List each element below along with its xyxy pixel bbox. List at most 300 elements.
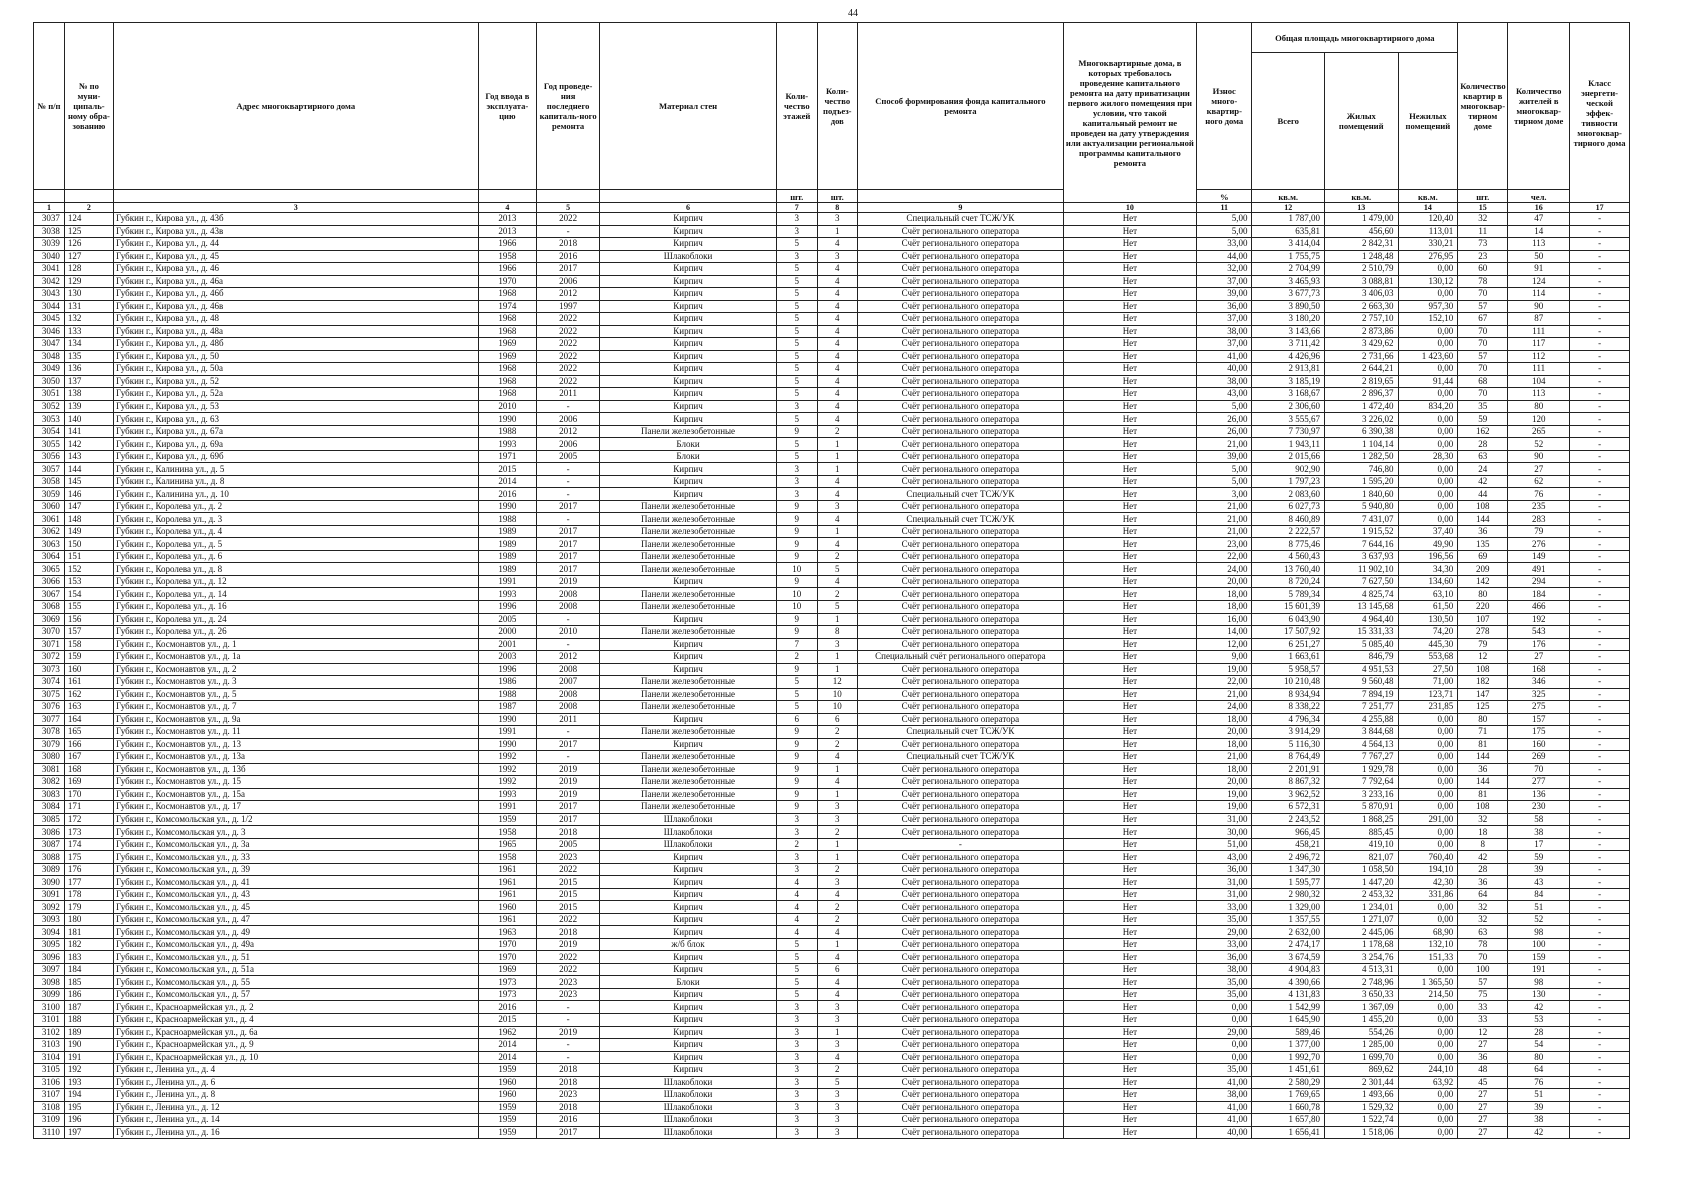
cell-wear: 5,00 <box>1197 400 1252 413</box>
cell-wear: 23,00 <box>1197 538 1252 551</box>
cell-floors: 3 <box>777 225 818 238</box>
cell-address: Губкин г., Королева ул., д. 8 <box>113 563 478 576</box>
cell-area-total: 4 390,66 <box>1252 976 1324 989</box>
cell-area-residential: 7 627,50 <box>1324 575 1398 588</box>
cell-year-built: 1966 <box>478 238 537 251</box>
cell-apartments: 45 <box>1458 1076 1508 1089</box>
cell-wear: 36,00 <box>1197 951 1252 964</box>
cell-year-built: 1968 <box>478 313 537 326</box>
column-number: 13 <box>1324 203 1398 213</box>
cell-last-repair-year: 2017 <box>537 538 600 551</box>
cell-area-total: 2 704,99 <box>1252 263 1324 276</box>
cell-wall-material: Кирпич <box>600 213 777 226</box>
cell-row-index: 3103 <box>34 1039 65 1052</box>
cell-fund-method: Счёт регионального оператора <box>858 688 1064 701</box>
cell-wear: 0,00 <box>1197 1039 1252 1052</box>
cell-residents: 80 <box>1508 1051 1570 1064</box>
cell-wear: 38,00 <box>1197 963 1252 976</box>
cell-wall-material: Блоки <box>600 438 777 451</box>
cell-area-residential: 5 085,40 <box>1324 638 1398 651</box>
cell-area-nonresidential: 37,40 <box>1398 525 1458 538</box>
cell-year-built: 1992 <box>478 776 537 789</box>
cell-row-index: 3048 <box>34 350 65 363</box>
cell-address: Губкин г., Комсомольская ул., д. 47 <box>113 913 478 926</box>
cell-wall-material: Кирпич <box>600 488 777 501</box>
cell-area-residential: 4 564,13 <box>1324 738 1398 751</box>
cell-entrances: 1 <box>817 651 858 664</box>
cell-municipal-index: 194 <box>64 1089 113 1102</box>
cell-last-repair-year: 2018 <box>537 926 600 939</box>
cell-area-residential: 821,07 <box>1324 851 1398 864</box>
cell-entrances: 2 <box>817 550 858 563</box>
cell-municipal-index: 175 <box>64 851 113 864</box>
cell-entrances: 1 <box>817 225 858 238</box>
cell-wall-material: Шлакоблоки <box>600 813 777 826</box>
cell-energy-class: - <box>1570 938 1630 951</box>
cell-apartments: 64 <box>1458 888 1508 901</box>
header-municipal-index: № по муни-ципаль-ному обра-зованию <box>64 23 113 190</box>
cell-area-residential: 7 431,07 <box>1324 513 1398 526</box>
cell-row-index: 3092 <box>34 901 65 914</box>
cell-apartments: 57 <box>1458 976 1508 989</box>
cell-row-index: 3094 <box>34 926 65 939</box>
cell-area-residential: 6 390,38 <box>1324 425 1398 438</box>
cell-apartments: 70 <box>1458 388 1508 401</box>
cell-floors: 9 <box>777 751 818 764</box>
cell-area-total: 5 789,34 <box>1252 588 1324 601</box>
cell-repair-required: Нет <box>1063 988 1196 1001</box>
cell-row-index: 3086 <box>34 826 65 839</box>
cell-energy-class: - <box>1570 438 1630 451</box>
cell-apartments: 78 <box>1458 275 1508 288</box>
cell-floors: 5 <box>777 238 818 251</box>
cell-apartments: 57 <box>1458 350 1508 363</box>
column-number: 16 <box>1508 203 1570 213</box>
cell-entrances: 4 <box>817 388 858 401</box>
cell-address: Губкин г., Кирова ул., д. 50а <box>113 363 478 376</box>
cell-wall-material: Кирпич <box>600 300 777 313</box>
cell-year-built: 1990 <box>478 413 537 426</box>
cell-area-residential: 2 445,06 <box>1324 926 1398 939</box>
column-number: 12 <box>1252 203 1324 213</box>
cell-entrances: 1 <box>817 525 858 538</box>
cell-area-nonresidential: 34,30 <box>1398 563 1458 576</box>
cell-apartments: 70 <box>1458 338 1508 351</box>
cell-entrances: 4 <box>817 400 858 413</box>
cell-wear: 29,00 <box>1197 1026 1252 1039</box>
cell-area-nonresidential: 331,86 <box>1398 888 1458 901</box>
table-row <box>34 688 1630 701</box>
cell-area-nonresidential: 132,10 <box>1398 938 1458 951</box>
cell-municipal-index: 124 <box>64 213 113 226</box>
table-row <box>34 388 1630 401</box>
cell-wall-material: Кирпич <box>600 863 777 876</box>
cell-area-residential: 1 058,50 <box>1324 863 1398 876</box>
cell-apartments: 108 <box>1458 500 1508 513</box>
cell-apartments: 12 <box>1458 1026 1508 1039</box>
cell-entrances: 4 <box>817 263 858 276</box>
cell-area-total: 902,90 <box>1252 463 1324 476</box>
cell-wall-material: Кирпич <box>600 988 777 1001</box>
cell-entrances: 4 <box>817 350 858 363</box>
cell-area-residential: 4 513,31 <box>1324 963 1398 976</box>
cell-wear: 38,00 <box>1197 375 1252 388</box>
cell-fund-method: Счёт регионального оператора <box>858 863 1064 876</box>
cell-energy-class: - <box>1570 300 1630 313</box>
cell-entrances: 6 <box>817 963 858 976</box>
cell-wall-material: Кирпич <box>600 400 777 413</box>
cell-area-total: 8 338,22 <box>1252 701 1324 714</box>
cell-year-built: 1959 <box>478 1114 537 1127</box>
cell-area-nonresidential: 0,00 <box>1398 500 1458 513</box>
cell-last-repair-year: 2006 <box>537 438 600 451</box>
cell-repair-required: Нет <box>1063 475 1196 488</box>
cell-municipal-index: 172 <box>64 813 113 826</box>
cell-year-built: 1989 <box>478 563 537 576</box>
cell-area-total: 1 660,78 <box>1252 1101 1324 1114</box>
cell-repair-required: Нет <box>1063 913 1196 926</box>
cell-year-built: 1959 <box>478 1064 537 1077</box>
table-row <box>34 550 1630 563</box>
cell-year-built: 1987 <box>478 701 537 714</box>
cell-area-nonresidential: 120,40 <box>1398 213 1458 226</box>
cell-area-nonresidential: 0,00 <box>1398 751 1458 764</box>
cell-floors: 9 <box>777 801 818 814</box>
cell-fund-method: Счёт регионального оператора <box>858 325 1064 338</box>
cell-municipal-index: 125 <box>64 225 113 238</box>
cell-floors: 3 <box>777 1126 818 1139</box>
cell-area-total: 3 143,66 <box>1252 325 1324 338</box>
cell-apartments: 59 <box>1458 413 1508 426</box>
cell-municipal-index: 159 <box>64 651 113 664</box>
cell-area-nonresidential: 74,20 <box>1398 626 1458 639</box>
cell-repair-required: Нет <box>1063 338 1196 351</box>
cell-row-index: 3064 <box>34 550 65 563</box>
cell-floors: 9 <box>777 500 818 513</box>
cell-wall-material: Кирпич <box>600 413 777 426</box>
cell-fund-method: Счёт регионального оператора <box>858 363 1064 376</box>
cell-apartments: 68 <box>1458 375 1508 388</box>
table-row <box>34 225 1630 238</box>
cell-address: Губкин г., Комсомольская ул., д. 1/2 <box>113 813 478 826</box>
cell-row-index: 3093 <box>34 913 65 926</box>
cell-fund-method: Счёт регионального оператора <box>858 600 1064 613</box>
cell-last-repair-year: 2019 <box>537 575 600 588</box>
cell-entrances: 1 <box>817 851 858 864</box>
cell-residents: 160 <box>1508 738 1570 751</box>
cell-wear: 5,00 <box>1197 475 1252 488</box>
cell-area-nonresidential: 1 365,50 <box>1398 976 1458 989</box>
cell-residents: 42 <box>1508 1001 1570 1014</box>
column-number: 2 <box>64 203 113 213</box>
cell-address: Губкин г., Кирова ул., д. 44 <box>113 238 478 251</box>
cell-area-residential: 885,45 <box>1324 826 1398 839</box>
cell-residents: 159 <box>1508 951 1570 964</box>
unit-area-residential: кв.м. <box>1324 190 1398 203</box>
cell-last-repair-year: - <box>537 638 600 651</box>
cell-floors: 2 <box>777 651 818 664</box>
cell-wear: 38,00 <box>1197 1089 1252 1102</box>
cell-energy-class: - <box>1570 225 1630 238</box>
cell-last-repair-year: 2019 <box>537 788 600 801</box>
cell-year-built: 1961 <box>478 863 537 876</box>
cell-address: Губкин г., Комсомольская ул., д. 43 <box>113 888 478 901</box>
cell-row-index: 3089 <box>34 863 65 876</box>
cell-address: Губкин г., Комсомольская ул., д. 45 <box>113 901 478 914</box>
cell-apartments: 42 <box>1458 475 1508 488</box>
cell-year-built: 1960 <box>478 1076 537 1089</box>
table-row <box>34 425 1630 438</box>
cell-area-nonresidential: 123,71 <box>1398 688 1458 701</box>
cell-area-total: 2 201,91 <box>1252 763 1324 776</box>
cell-last-repair-year: 2017 <box>537 801 600 814</box>
table-row <box>34 951 1630 964</box>
cell-area-nonresidential: 957,30 <box>1398 300 1458 313</box>
cell-energy-class: - <box>1570 626 1630 639</box>
table-row <box>34 613 1630 626</box>
cell-repair-required: Нет <box>1063 863 1196 876</box>
cell-address: Губкин г., Космонавтов ул., д. 5 <box>113 688 478 701</box>
cell-wall-material: Кирпич <box>600 738 777 751</box>
cell-fund-method: Счёт регионального оператора <box>858 450 1064 463</box>
cell-year-built: 1993 <box>478 438 537 451</box>
cell-address: Губкин г., Королева ул., д. 16 <box>113 600 478 613</box>
table-row <box>34 1076 1630 1089</box>
cell-last-repair-year: - <box>537 726 600 739</box>
cell-floors: 5 <box>777 450 818 463</box>
cell-energy-class: - <box>1570 988 1630 1001</box>
cell-residents: 175 <box>1508 726 1570 739</box>
table-row <box>34 988 1630 1001</box>
cell-repair-required: Нет <box>1063 938 1196 951</box>
cell-row-index: 3079 <box>34 738 65 751</box>
table-row <box>34 738 1630 751</box>
cell-residents: 192 <box>1508 613 1570 626</box>
cell-energy-class: - <box>1570 413 1630 426</box>
table-row <box>34 513 1630 526</box>
cell-area-total: 589,46 <box>1252 1026 1324 1039</box>
cell-apartments: 36 <box>1458 876 1508 889</box>
cell-wear: 29,00 <box>1197 926 1252 939</box>
cell-residents: 184 <box>1508 588 1570 601</box>
cell-row-index: 3084 <box>34 801 65 814</box>
cell-year-built: 2016 <box>478 488 537 501</box>
cell-area-nonresidential: 0,00 <box>1398 826 1458 839</box>
cell-wear: 20,00 <box>1197 776 1252 789</box>
cell-address: Губкин г., Красноармейская ул., д. 10 <box>113 1051 478 1064</box>
cell-last-repair-year: 2008 <box>537 663 600 676</box>
cell-entrances: 2 <box>817 863 858 876</box>
cell-entrances: 2 <box>817 913 858 926</box>
cell-floors: 9 <box>777 575 818 588</box>
cell-year-built: 2015 <box>478 1014 537 1027</box>
cell-wear: 43,00 <box>1197 851 1252 864</box>
cell-energy-class: - <box>1570 701 1630 714</box>
cell-fund-method: Счёт регионального оператора <box>858 801 1064 814</box>
cell-repair-required: Нет <box>1063 400 1196 413</box>
cell-wall-material: Блоки <box>600 976 777 989</box>
cell-year-built: 1974 <box>478 300 537 313</box>
housing-table <box>33 22 1630 1139</box>
cell-entrances: 2 <box>817 425 858 438</box>
cell-area-nonresidential: 231,85 <box>1398 701 1458 714</box>
cell-area-nonresidential: 0,00 <box>1398 1101 1458 1114</box>
cell-floors: 4 <box>777 876 818 889</box>
cell-wear: 9,00 <box>1197 651 1252 664</box>
header-energy-class: Класс энергети-ческой эффек-тивности многоквар-тирного дома <box>1570 23 1630 203</box>
cell-repair-required: Нет <box>1063 626 1196 639</box>
cell-residents: 325 <box>1508 688 1570 701</box>
cell-area-total: 1 787,00 <box>1252 213 1324 226</box>
cell-area-total: 1 663,61 <box>1252 651 1324 664</box>
column-number: 8 <box>817 203 858 213</box>
cell-year-built: 1988 <box>478 425 537 438</box>
cell-address: Губкин г., Кирова ул., д. 43б <box>113 213 478 226</box>
cell-entrances: 1 <box>817 438 858 451</box>
cell-residents: 53 <box>1508 1014 1570 1027</box>
cell-area-total: 1 329,00 <box>1252 901 1324 914</box>
header-row-index: № п/п <box>34 23 65 190</box>
cell-municipal-index: 196 <box>64 1114 113 1127</box>
cell-residents: 276 <box>1508 538 1570 551</box>
cell-repair-required: Нет <box>1063 600 1196 613</box>
cell-area-nonresidential: 0,00 <box>1398 263 1458 276</box>
cell-wall-material: Шлакоблоки <box>600 1089 777 1102</box>
cell-area-residential: 1 248,48 <box>1324 250 1398 263</box>
cell-floors: 10 <box>777 588 818 601</box>
cell-area-nonresidential: 0,00 <box>1398 363 1458 376</box>
cell-floors: 5 <box>777 325 818 338</box>
cell-area-nonresidential: 0,00 <box>1398 1001 1458 1014</box>
cell-municipal-index: 158 <box>64 638 113 651</box>
cell-municipal-index: 181 <box>64 926 113 939</box>
cell-wear: 14,00 <box>1197 626 1252 639</box>
cell-repair-required: Нет <box>1063 676 1196 689</box>
cell-year-built: 1960 <box>478 1089 537 1102</box>
cell-residents: 70 <box>1508 763 1570 776</box>
cell-repair-required: Нет <box>1063 813 1196 826</box>
cell-apartments: 35 <box>1458 400 1508 413</box>
cell-residents: 111 <box>1508 363 1570 376</box>
table-row <box>34 450 1630 463</box>
cell-energy-class: - <box>1570 738 1630 751</box>
cell-wall-material: Шлакоблоки <box>600 1126 777 1139</box>
cell-wall-material: Панели железобетонные <box>600 525 777 538</box>
table-row <box>34 876 1630 889</box>
cell-residents: 113 <box>1508 388 1570 401</box>
cell-year-built: 1958 <box>478 826 537 839</box>
cell-floors: 5 <box>777 313 818 326</box>
cell-area-residential: 1 493,66 <box>1324 1089 1398 1102</box>
cell-area-total: 1 992,70 <box>1252 1051 1324 1064</box>
cell-area-total: 8 460,89 <box>1252 513 1324 526</box>
unit-area-nonresidential: кв.м. <box>1398 190 1458 203</box>
cell-repair-required: Нет <box>1063 1039 1196 1052</box>
column-number: 9 <box>858 203 1064 213</box>
cell-wall-material: Кирпич <box>600 1014 777 1027</box>
cell-area-residential: 4 255,88 <box>1324 713 1398 726</box>
cell-energy-class: - <box>1570 638 1630 651</box>
cell-repair-required: Нет <box>1063 888 1196 901</box>
cell-apartments: 36 <box>1458 1051 1508 1064</box>
cell-repair-required: Нет <box>1063 1114 1196 1127</box>
cell-address: Губкин г., Кирова ул., д. 63 <box>113 413 478 426</box>
cell-floors: 5 <box>777 963 818 976</box>
cell-area-total: 5 116,30 <box>1252 738 1324 751</box>
cell-municipal-index: 147 <box>64 500 113 513</box>
cell-address: Губкин г., Красноармейская ул., д. 6а <box>113 1026 478 1039</box>
cell-fund-method: Счёт регионального оператора <box>858 463 1064 476</box>
cell-area-nonresidential: 0,00 <box>1398 488 1458 501</box>
cell-year-built: 1992 <box>478 763 537 776</box>
cell-area-total: 2 306,60 <box>1252 400 1324 413</box>
cell-area-nonresidential: 445,30 <box>1398 638 1458 651</box>
cell-last-repair-year: 2017 <box>537 500 600 513</box>
table-row <box>34 463 1630 476</box>
cell-fund-method: Счёт регионального оператора <box>858 663 1064 676</box>
cell-residents: 466 <box>1508 600 1570 613</box>
cell-area-nonresidential: 0,00 <box>1398 913 1458 926</box>
cell-row-index: 3095 <box>34 938 65 951</box>
cell-municipal-index: 180 <box>64 913 113 926</box>
table-row <box>34 1014 1630 1027</box>
cell-area-total: 3 914,29 <box>1252 726 1324 739</box>
cell-wall-material: Кирпич <box>600 225 777 238</box>
cell-apartments: 278 <box>1458 626 1508 639</box>
column-numbers-row <box>34 203 1630 213</box>
cell-area-total: 2 580,29 <box>1252 1076 1324 1089</box>
header-residents: Количество жителей в многоквар-тирном доме <box>1508 23 1570 190</box>
cell-municipal-index: 189 <box>64 1026 113 1039</box>
cell-entrances: 2 <box>817 901 858 914</box>
cell-last-repair-year: 2022 <box>537 375 600 388</box>
cell-area-residential: 9 560,48 <box>1324 676 1398 689</box>
cell-energy-class: - <box>1570 876 1630 889</box>
cell-energy-class: - <box>1570 550 1630 563</box>
cell-wall-material: Панели железобетонные <box>600 688 777 701</box>
cell-fund-method: Счёт регионального оператора <box>858 275 1064 288</box>
cell-wall-material: Панели железобетонные <box>600 626 777 639</box>
cell-energy-class: - <box>1570 776 1630 789</box>
cell-municipal-index: 195 <box>64 1101 113 1114</box>
cell-wall-material: Панели железобетонные <box>600 538 777 551</box>
cell-energy-class: - <box>1570 400 1630 413</box>
cell-wall-material: Кирпич <box>600 913 777 926</box>
cell-repair-required: Нет <box>1063 688 1196 701</box>
cell-area-residential: 2 819,65 <box>1324 375 1398 388</box>
cell-fund-method: Счёт регионального оператора <box>858 575 1064 588</box>
cell-wear: 18,00 <box>1197 763 1252 776</box>
cell-energy-class: - <box>1570 813 1630 826</box>
cell-last-repair-year: 2015 <box>537 901 600 914</box>
cell-wear: 51,00 <box>1197 838 1252 851</box>
cell-energy-class: - <box>1570 751 1630 764</box>
cell-floors: 9 <box>777 626 818 639</box>
cell-area-total: 1 595,77 <box>1252 876 1324 889</box>
cell-fund-method: Счёт регионального оператора <box>858 613 1064 626</box>
cell-wear: 38,00 <box>1197 325 1252 338</box>
cell-fund-method: Счёт регионального оператора <box>858 288 1064 301</box>
cell-apartments: 73 <box>1458 238 1508 251</box>
cell-last-repair-year: 2008 <box>537 600 600 613</box>
cell-apartments: 27 <box>1458 1114 1508 1127</box>
cell-wear: 40,00 <box>1197 363 1252 376</box>
cell-wall-material: Кирпич <box>600 375 777 388</box>
table-row <box>34 638 1630 651</box>
cell-address: Губкин г., Ленина ул., д. 4 <box>113 1064 478 1077</box>
cell-area-nonresidential: 0,00 <box>1398 901 1458 914</box>
cell-municipal-index: 170 <box>64 788 113 801</box>
